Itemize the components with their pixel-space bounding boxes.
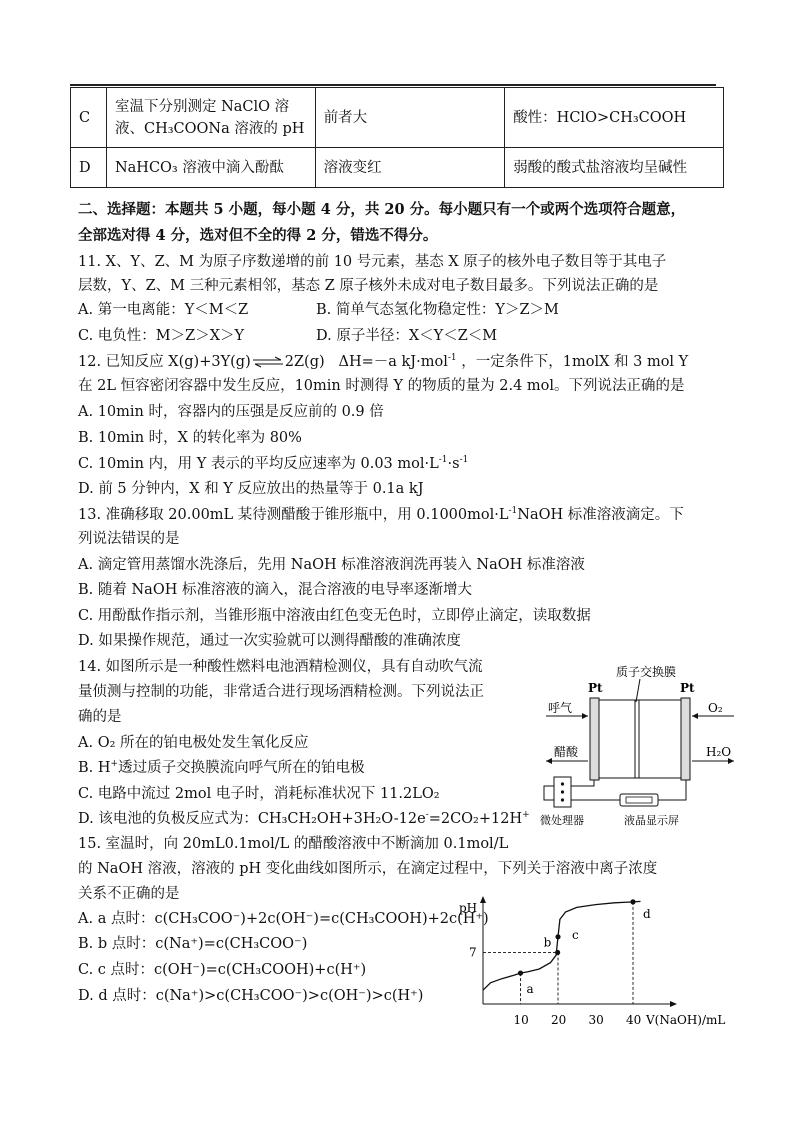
q14-option-d [78, 809, 530, 829]
q13-option-b: B. 随着 NaOH 标准溶液的滴入，混合溶液的电导率逐渐增大 [78, 582, 472, 598]
superscript: -1 [447, 353, 457, 364]
q11-option-c: C. 电负性：M＞Z＞X＞Y [78, 328, 245, 344]
q13-option-d: D. 如果操作规范，通过一次实验就可以测得醋酸的准确浓度 [78, 633, 461, 649]
q12-stem [78, 352, 688, 372]
titration-curve [483, 901, 641, 990]
q14-option-a: A. O₂ 所在的铂电极处发生氧化反应 [78, 735, 309, 751]
option-text: ·s [447, 456, 460, 472]
superscript: + [522, 810, 530, 821]
top-rule [70, 84, 716, 86]
superscript: - [425, 810, 429, 821]
stem-text: NaOH 标准溶液滴定。下 [517, 507, 684, 523]
x-tick-label: 40 [626, 1013, 642, 1027]
arrow-head-icon [546, 758, 552, 764]
q11-option-a: A. 第一电离能：Y＜M＜Z [78, 302, 249, 318]
fuel-cell-diagram [540, 660, 740, 828]
dot-icon [561, 798, 564, 801]
q11-option-b: B. 简单气态氢化物稳定性：Y＞Z＞M [316, 302, 559, 318]
section-heading: 全部选对得 4 分，选对但不全的得 2 分，错选不得分。 [78, 227, 438, 244]
superscript: -1 [508, 506, 518, 517]
data-point [630, 899, 635, 904]
q15-option-c: C. c 点时：c(OH⁻)=c(CH₃COOH)+c(H⁺) [78, 962, 367, 978]
q14-stem: 确的是 [78, 709, 122, 725]
left-electrode [590, 698, 599, 780]
q12-option-d: D. 前 5 分钟内，X 和 Y 反应放出的热量等于 0.1a kJ [78, 481, 424, 497]
q15-option-d: D. d 点时：c(Na⁺)>c(CH₃COO⁻)>c(OH⁻)>c(H⁺) [78, 988, 424, 1004]
q12-conditions: ，一定条件下，1molX 和 3 mol Y [456, 354, 689, 370]
q12-option-a: A. 10min 时，容器内的压强是反应前的 0.9 倍 [78, 404, 384, 420]
y-axis-label: pH [459, 901, 478, 915]
option-text: D. 该电池的负极反应式为：CH₃CH₂OH+3H₂O-12e [78, 811, 426, 827]
q13-option-a: A. 滴定管用蒸馏水洗涤后，先用 NaOH 标准溶液润洗再装入 NaOH 标准溶液 [78, 557, 585, 573]
superscript: -1 [459, 455, 469, 466]
q15-stem: 15. 室温时，向 20mL0.1mol/L 的醋酸溶液中不断滴加 0.1mol/L [78, 836, 509, 852]
stem-text: 13. 准确移取 20.00mL 某待测醋酸于锥形瓶中，用 0.1000mol·L [78, 507, 509, 523]
processor-label: 微处理器 [540, 814, 584, 827]
point-label: b [543, 935, 552, 950]
q13-stem: 列说法错误的是 [78, 531, 180, 547]
experiment-table [70, 87, 724, 188]
x-tick-label: 10 [513, 1013, 529, 1027]
pt-left-label: Pt [588, 681, 603, 695]
conclusion-cell: 酸性：HClO>CH₃COOH [505, 88, 724, 148]
q13-stem [78, 505, 684, 525]
acetic-label: 醋酸 [554, 745, 579, 759]
data-point [518, 970, 523, 975]
point-label: a [526, 982, 534, 997]
q14-option-b [78, 758, 365, 778]
q14-option-c: C. 电路中流过 2mol 电子时，消耗标准状况下 11.2LO₂ [78, 786, 440, 802]
o2-label: O₂ [708, 701, 723, 715]
table-row [71, 88, 724, 148]
pt-right-label: Pt [680, 681, 695, 695]
superscript: + [110, 759, 119, 770]
arrow-head-icon [692, 713, 698, 719]
equilibrium-arrow-icon [251, 356, 285, 368]
x-axis-arrow-icon [670, 1001, 677, 1007]
q12-option-c [78, 454, 468, 474]
option-letter: D [71, 148, 107, 188]
dot-icon [561, 782, 564, 785]
q11-stem: 层数，Y、Z、M 三种元素相邻，基态 Z 原子核外未成对电子数目最多。下列说法正确的是 [78, 278, 659, 294]
wire-right [658, 780, 686, 800]
y-axis-arrow-icon [480, 896, 486, 903]
conclusion-cell: 弱酸的酸式盐溶液均呈碱性 [505, 148, 724, 188]
q15-option-b: B. b 点时：c(Na⁺)=c(CH₃COO⁻) [78, 936, 308, 952]
arrow-head-icon [582, 713, 588, 719]
display-label: 液晶显示屏 [624, 814, 679, 827]
operation-line: 液、CH₃COONa 溶液的 pH [114, 120, 305, 137]
x-tick-label: 30 [588, 1013, 604, 1027]
dot-icon [561, 790, 564, 793]
operation-cell [106, 88, 315, 148]
q12-stem: 在 2L 恒容密闭容器中发生反应，10min 时测得 Y 的物质的量为 2.4 mol。下列说法正确的是 [78, 378, 685, 394]
membrane-label: 质子交换膜 [616, 665, 677, 679]
operation-line: 室温下分别测定 NaClO 溶 [114, 98, 290, 115]
q15-option-a: A. a 点时：c(CH₃COO⁻)+2c(OH⁻)=c(CH₃COOH)+2c(H⁺) [78, 911, 489, 927]
option-text: B. H [78, 760, 111, 776]
x-axis-label: V(NaOH)/mL [646, 1013, 726, 1027]
h2o-label: H₂O [706, 745, 732, 759]
q12-products: 2Z(g) [284, 354, 325, 370]
q12-option-b: B. 10min 时，X 的转化率为 80% [78, 430, 302, 446]
q11-option-d: D. 原子半径：X＜Y＜Z＜M [316, 328, 498, 344]
q14-stem: 量侦测与控制的功能，非常适合进行现场酒精检测。下列说法正 [78, 684, 484, 700]
option-text: =2CO₂+12H [428, 811, 523, 827]
display-screen [626, 797, 652, 803]
x-tick-label: 20 [551, 1013, 567, 1027]
superscript: -1 [438, 455, 448, 466]
phenomenon-cell: 前者大 [315, 88, 505, 148]
table-row [71, 148, 724, 188]
q15-stem: 关系不正确的是 [78, 886, 180, 902]
titration-chart [455, 890, 735, 1030]
right-electrode [681, 698, 690, 780]
q15-stem: 的 NaOH 溶液，溶液的 pH 变化曲线如图所示，在滴定过程中，下列关于溶液中离子浓度 [78, 861, 658, 877]
option-text: 透过质子交换膜流向呼气所在的铂电极 [118, 760, 365, 776]
q12-reactants: 12. 已知反应 X(g)+3Y(g) [78, 354, 251, 370]
data-point [555, 934, 560, 939]
option-text: C. 10min 内，用 Y 表示的平均反应速率为 0.03 mol·L [78, 456, 439, 472]
y-tick-label: 7 [469, 945, 477, 960]
point-label: d [643, 906, 651, 921]
point-label: c [572, 927, 579, 942]
phenomenon-cell: 溶液变红 [315, 148, 505, 188]
section-heading: 二、选择题：本题共 5 小题，每小题 4 分，共 20 分。每小题只有一个或两个选项符合题意， [78, 201, 686, 218]
q11-stem: 11. X、Y、Z、M 为原子序数递增的前 10 号元素，基态 X 原子的核外电子数目等于其电子 [78, 254, 667, 270]
q13-option-c: C. 用酚酞作指示剂，当锥形瓶中溶液由红色变无色时，立即停止滴定，读取数据 [78, 608, 591, 624]
membrane-pointer [636, 679, 640, 702]
breath-label: 呼气 [548, 701, 573, 715]
q14-stem: 14. 如图所示是一种酸性燃料电池酒精检测仪，具有自动吹气流 [78, 659, 483, 675]
operation-cell: NaHCO₃ 溶液中滴入酚酞 [106, 148, 315, 188]
data-point [555, 950, 560, 955]
q12-enthalpy: ΔH=－a kJ·mol [338, 354, 448, 370]
option-letter: C [71, 88, 107, 148]
